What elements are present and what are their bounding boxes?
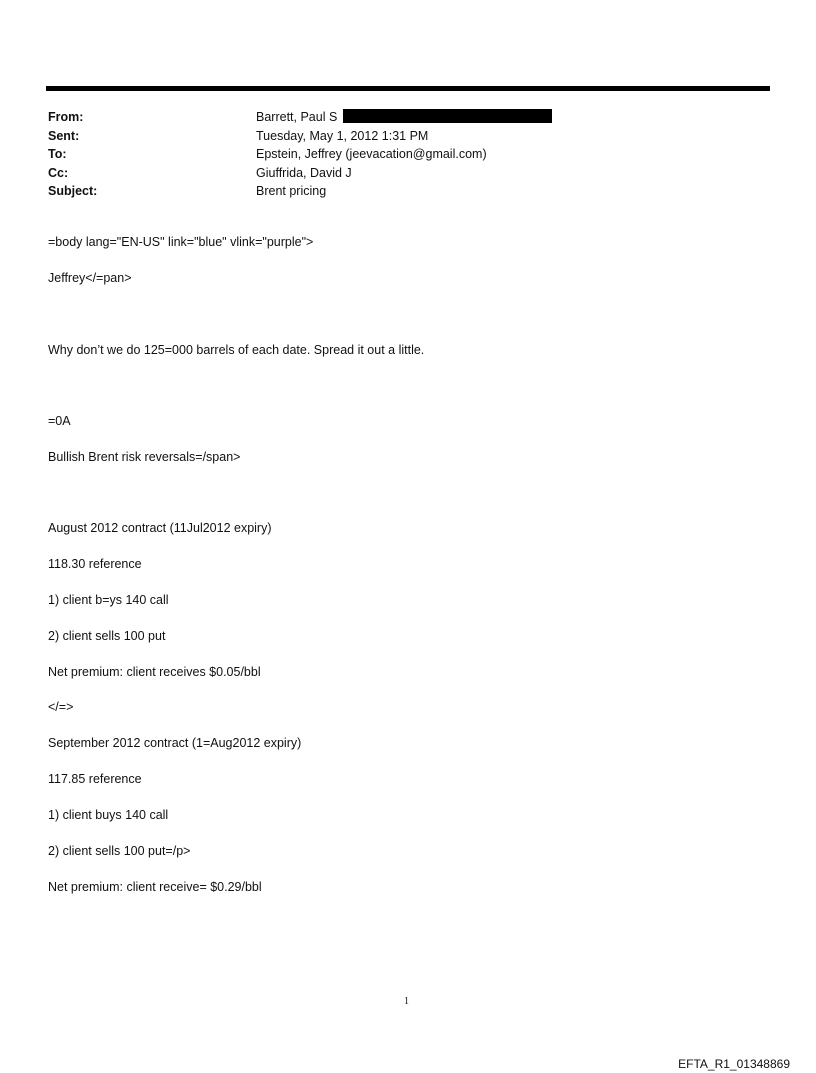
body-line: Bullish Brent risk reversals=/span> <box>48 450 241 464</box>
body-line: Jeffrey</=pan> <box>48 271 132 285</box>
from-label: From: <box>48 110 84 124</box>
redaction-bar <box>343 109 552 123</box>
from-name: Barrett, Paul S <box>256 110 338 124</box>
header-rule <box>46 86 770 91</box>
subject-row <box>48 182 648 201</box>
page-number: 1 <box>404 996 409 1007</box>
body-line: 118.30 reference <box>48 557 142 571</box>
from-row <box>48 108 648 127</box>
cc-row <box>48 164 648 183</box>
subject-value: Brent pricing <box>256 184 327 199</box>
body-line: September 2012 contract (1=Aug2012 expiry) <box>48 736 302 750</box>
to-value: Epstein, Jeffrey (jeevacation@gmail.com) <box>256 147 487 162</box>
email-header <box>48 108 648 201</box>
body-line: =0A <box>48 414 71 428</box>
subject-label: Subject: <box>48 184 98 199</box>
body-line: 1) client b=ys 140 call <box>48 593 169 607</box>
body-line: 2) client sells 100 put=/p> <box>48 844 191 858</box>
document-id: EFTA_R1_01348869 <box>678 1057 790 1071</box>
body-line: Why don’t we do 125=000 barrels of each date. Spread it out a little. <box>48 343 425 357</box>
from-value <box>256 108 552 127</box>
body-line: =body lang="EN-US" link="blue" vlink="purple"> <box>48 235 314 249</box>
body-line: 1) client buys 140 call <box>48 808 169 822</box>
sent-value: Tuesday, May 1, 2012 1:31 PM <box>256 128 429 143</box>
body-line: 117.85 reference <box>48 772 142 786</box>
body-line: Net premium: client receive= $0.29/bbl <box>48 880 262 894</box>
cc-label: Cc: <box>48 165 69 180</box>
body-line: Net premium: client receives $0.05/bbl <box>48 665 261 679</box>
sent-row <box>48 127 648 146</box>
body-line: </=> <box>48 700 74 714</box>
body-line: 2) client sells 100 put <box>48 629 166 643</box>
to-row <box>48 145 648 164</box>
cc-value: Giuffrida, David J <box>256 165 352 180</box>
to-label: To: <box>48 147 67 162</box>
sent-label: Sent: <box>48 128 80 143</box>
body-line: August 2012 contract (11Jul2012 expiry) <box>48 521 272 535</box>
